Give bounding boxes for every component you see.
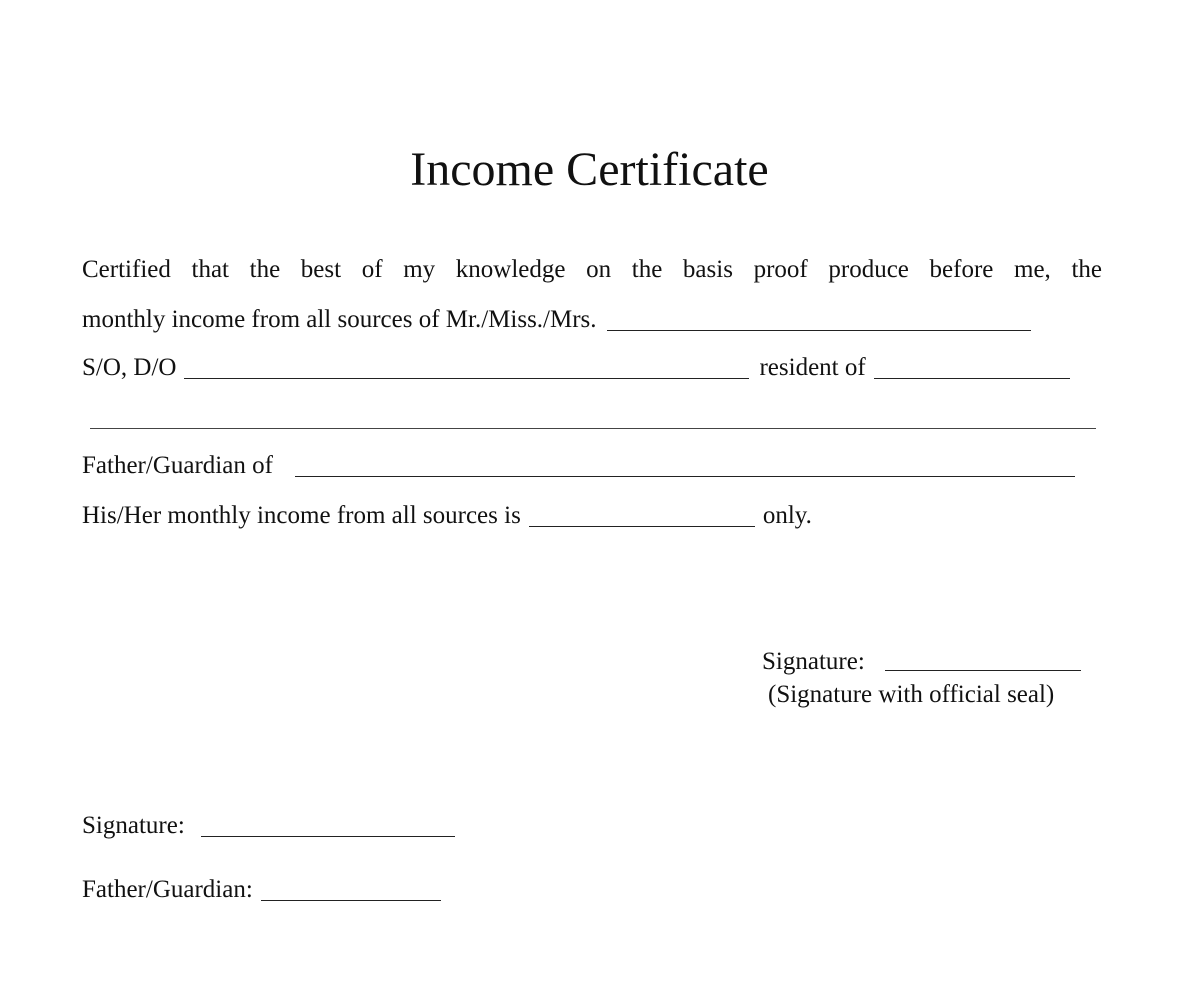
father-guardian-of-label: Father/Guardian of xyxy=(82,452,273,479)
only-label: only. xyxy=(762,502,812,529)
guardian-of-line xyxy=(82,450,1075,482)
official-signature-label: Signature: xyxy=(762,648,865,675)
official-signature-line xyxy=(762,646,1081,678)
monthly-income-label: His/Her monthly income from all sources is xyxy=(82,502,521,529)
applicant-signature-label: Signature: xyxy=(82,812,185,839)
guardian-signature-line xyxy=(82,874,441,906)
applicant-signature-line xyxy=(82,810,455,842)
son-daughter-of-label: S/O, D/O xyxy=(82,354,177,381)
applicant-signature-blank[interactable] xyxy=(201,812,455,837)
official-signature-blank[interactable] xyxy=(885,646,1081,671)
guardian-signature-blank[interactable] xyxy=(261,876,441,901)
certification-statement-line-1: Certified that the best of my knowledge on the basis proof produce before me, the xyxy=(82,256,1102,283)
relation-resident-line xyxy=(82,352,1070,384)
income-amount-blank[interactable] xyxy=(529,502,755,527)
monthly-income-line xyxy=(82,500,812,532)
address-continuation-blank[interactable] xyxy=(90,428,1096,429)
income-of-label: monthly income from all sources of Mr./Miss./Mrs. xyxy=(82,306,597,333)
certificate-title: Income Certificate xyxy=(410,143,769,196)
resident-of-label: resident of xyxy=(759,354,866,381)
certification-statement-line-2 xyxy=(82,304,1031,336)
person-name-blank[interactable] xyxy=(607,306,1031,331)
residence-blank[interactable] xyxy=(874,354,1070,379)
guardian-of-blank[interactable] xyxy=(295,452,1075,477)
guardian-label: Father/Guardian: xyxy=(82,876,253,903)
parent-name-blank[interactable] xyxy=(184,354,749,379)
official-seal-note: (Signature with official seal) xyxy=(768,681,1055,708)
